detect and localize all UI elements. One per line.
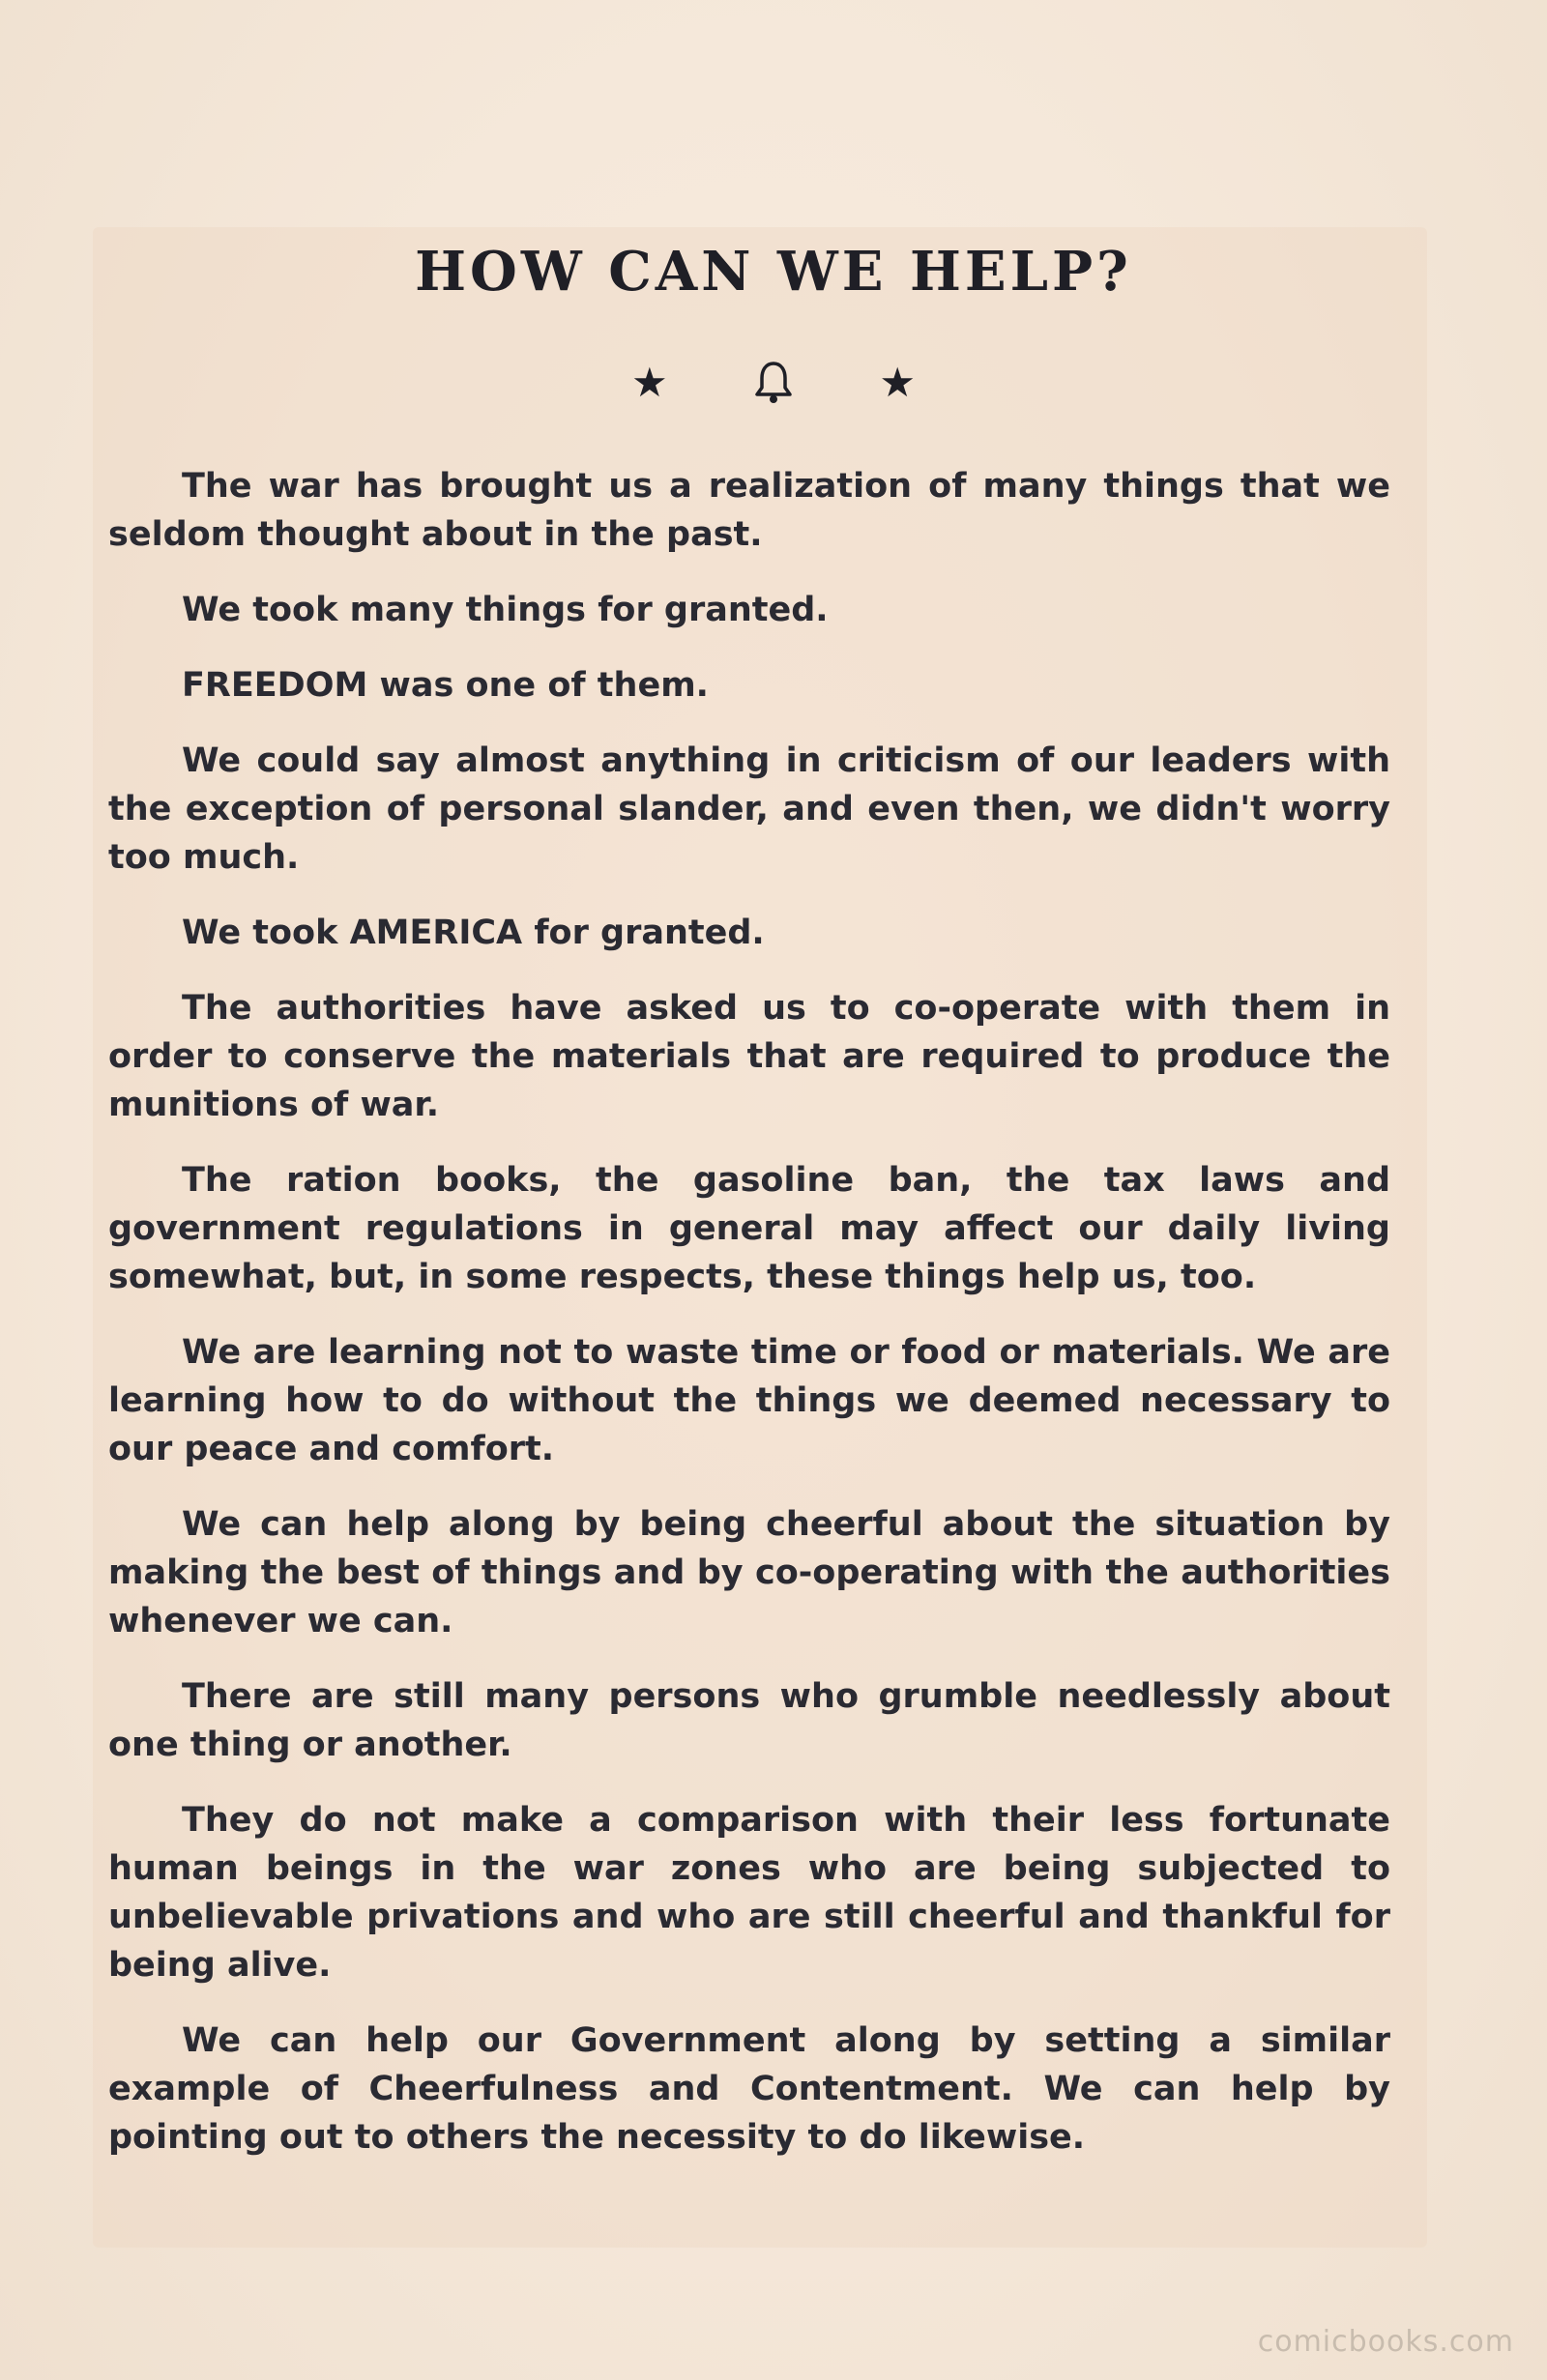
paragraph: FREEDOM was one of them. bbox=[182, 666, 709, 705]
paragraph: We took many things for granted. bbox=[182, 591, 829, 629]
paragraph: We can help our Government along by setting a similar example of Cheerfulness and Contentment. We can help by pointing out to others the necessity to do likewise. bbox=[108, 2021, 1390, 2157]
paragraph: The war has brought us a realization of many things that we seldom thought about in the past. bbox=[108, 467, 1390, 554]
paragraph: They do not make a comparison with their less fortunate human beings in the war zones who are being subjected to unbelievable privations and who are still cheerful and thankful for being alive. bbox=[108, 1801, 1390, 1985]
body-text bbox=[108, 462, 1390, 2189]
paragraph: There are still many persons who grumble needlessly about one thing or another. bbox=[108, 1677, 1390, 1764]
paragraph: The authorities have asked us to co-operate with them in order to conserve the materials that are required to produce the munitions of war. bbox=[108, 989, 1390, 1124]
paragraph: The ration books, the gasoline ban, the tax laws and government regulations in general may affect our daily living somewhat, but, in some respects, these things help us, too. bbox=[108, 1161, 1390, 1296]
star-left-icon: ★ bbox=[630, 358, 668, 406]
paragraph: We can help along by being cheerful about the situation by making the best of things and by co-operating with the authorities whenever we can. bbox=[108, 1505, 1390, 1640]
paragraph: We are learning not to waste time or food or materials. We are learning how to do without the things we deemed necessary to our peace and comfort. bbox=[108, 1333, 1390, 1468]
bell-icon bbox=[754, 360, 793, 405]
title-ornament bbox=[0, 360, 1547, 405]
star-right-icon: ★ bbox=[879, 358, 917, 406]
paragraph: We could say almost anything in criticism of our leaders with the exception of personal slander, and even then, we didn't worry too much. bbox=[108, 741, 1390, 877]
page-title: HOW CAN WE HELP? bbox=[415, 240, 1132, 304]
watermark: comicbooks.com bbox=[1257, 2325, 1514, 2359]
paragraph: We took AMERICA for granted. bbox=[182, 914, 765, 952]
bell-icon-graphic bbox=[754, 361, 793, 405]
